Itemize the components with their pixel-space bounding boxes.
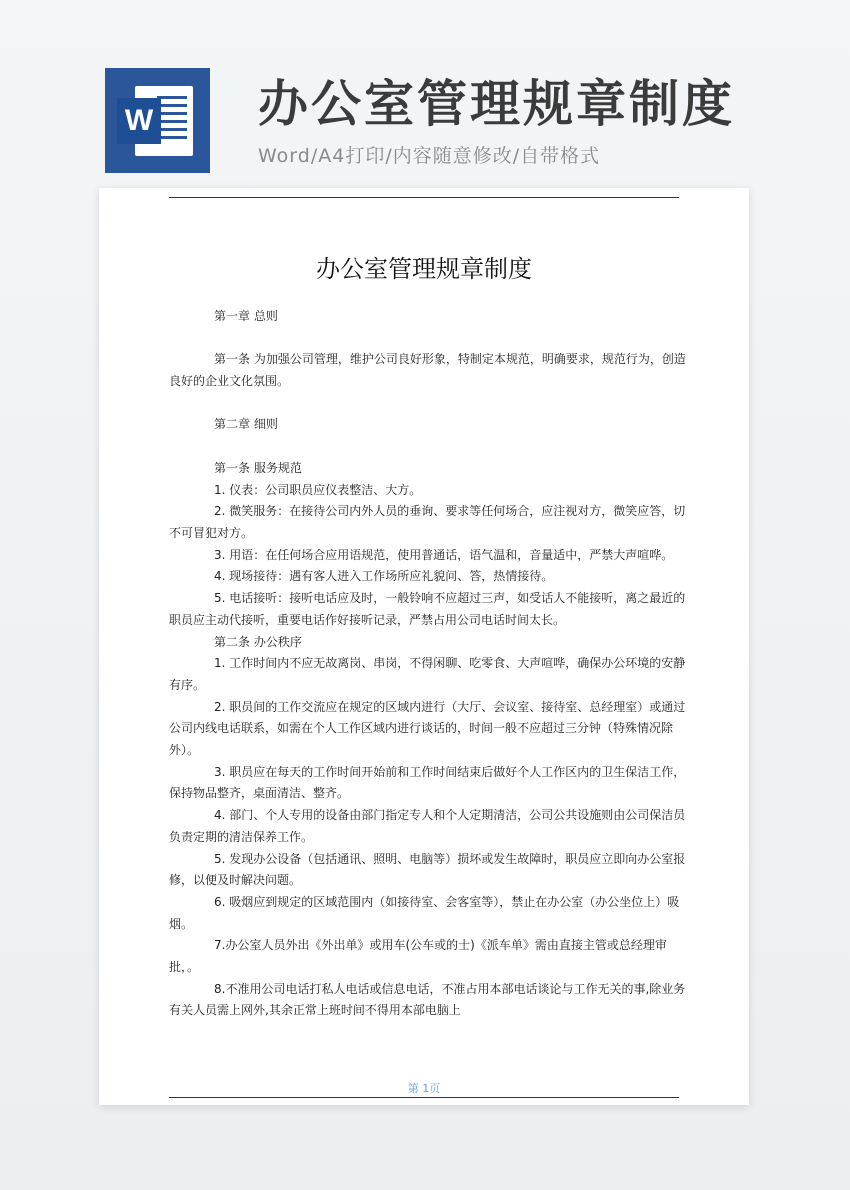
- paragraph: 4. 部门、个人专用的设备由部门指定专人和个人定期清洁，公司公共设施则由公司保洁员负责定期的清洁保养工作。: [169, 808, 686, 844]
- paragraph: 第一条 为加强公司管理，维护公司良好形象，特制定本规范，明确要求，规范行为，创造良好的企业文化氛围。: [169, 352, 686, 389]
- paragraph: 第一章 总则: [214, 309, 278, 323]
- paragraph: 7.办公室人员外出《外出单》或用车(公车或的士)《派车单》需由直接主管或总经理审批，。: [169, 938, 667, 975]
- paragraph: 1. 工作时间内不应无故离岗、串岗，不得闲聊、吃零食、大声喧哗，确保办公环境的安静有序。: [169, 656, 686, 692]
- paragraph-spacer: [169, 328, 689, 350]
- paragraph: 6. 吸烟应到规定的区域范围内（如接待室、会客室等），禁止在办公室（办公坐位上）吸烟。: [169, 894, 680, 931]
- document-title: 办公室管理规章制度: [316, 255, 532, 283]
- paragraph-spacer: [169, 436, 689, 458]
- paragraph: 3. 职员应在每天的工作时间开始前和工作时间结束后做好个人工作区内的卫生保洁工作，保持物品整齐，桌面清洁、整齐。: [169, 764, 686, 801]
- word-icon: W: [117, 98, 161, 144]
- paragraph: 第一条 服务规范: [214, 460, 302, 475]
- paragraph: 3. 用语：在任何场合应用语规范，使用普通话，语气温和，音量适中，严禁大声喧哗。: [214, 547, 674, 562]
- page-number: 第 1页: [407, 1082, 441, 1095]
- document-body: [169, 306, 689, 1022]
- paragraph: 5. 发现办公设备（包括通讯、照明、电脑等）损坏或发生故障时，职员应立即向办公室报修，以便及时解决问题。: [169, 851, 686, 888]
- paragraph: 第二章 细则: [214, 417, 278, 432]
- paragraph: 5. 电话接听：接听电话应及时，一般铃响不应超过三声，如受话人不能接听，离之最近的职员应主动代接听，重要电话作好接听记录，严禁占用公司电话时间太长。: [169, 591, 686, 627]
- paragraph: 1. 仪表：公司职员应仪表整洁、大方。: [214, 482, 422, 497]
- paragraph: 4. 现场接待：遇有客人进入工作场所应礼貌问、答，热情接待。: [214, 569, 554, 584]
- paragraph: 2. 职员间的工作交流应在规定的区域内进行（大厅、会议室、接待室、总经理室）或通过公司内线电话联系，如需在个人工作区域内进行谈话的，时间一般不应超过三分钟（特殊情况除外）。: [169, 699, 686, 758]
- header-rule: [169, 197, 679, 198]
- paragraph-spacer: [169, 393, 689, 415]
- hero-title: 办公室管理规章制度: [258, 75, 735, 133]
- paragraph: 第二条 办公秩序: [214, 634, 302, 649]
- footer-rule: [169, 1097, 679, 1098]
- document-page: [99, 188, 749, 1105]
- paragraph: 2. 微笑服务：在接待公司内外人员的垂询、要求等任何场合，应注视对方，微笑应答，切不可冒犯对方。: [169, 504, 686, 540]
- word-logo: [105, 68, 210, 173]
- paragraph: 8.不准用公司电话打私人电话或信息电话，不准占用本部电话谈论与工作无关的事,除业务有关人员需上网外,其余正常上班时间不得用本部电脑上: [169, 981, 686, 1018]
- hero-subtitle: Word/A4打印/内容随意修改/自带格式: [258, 145, 601, 167]
